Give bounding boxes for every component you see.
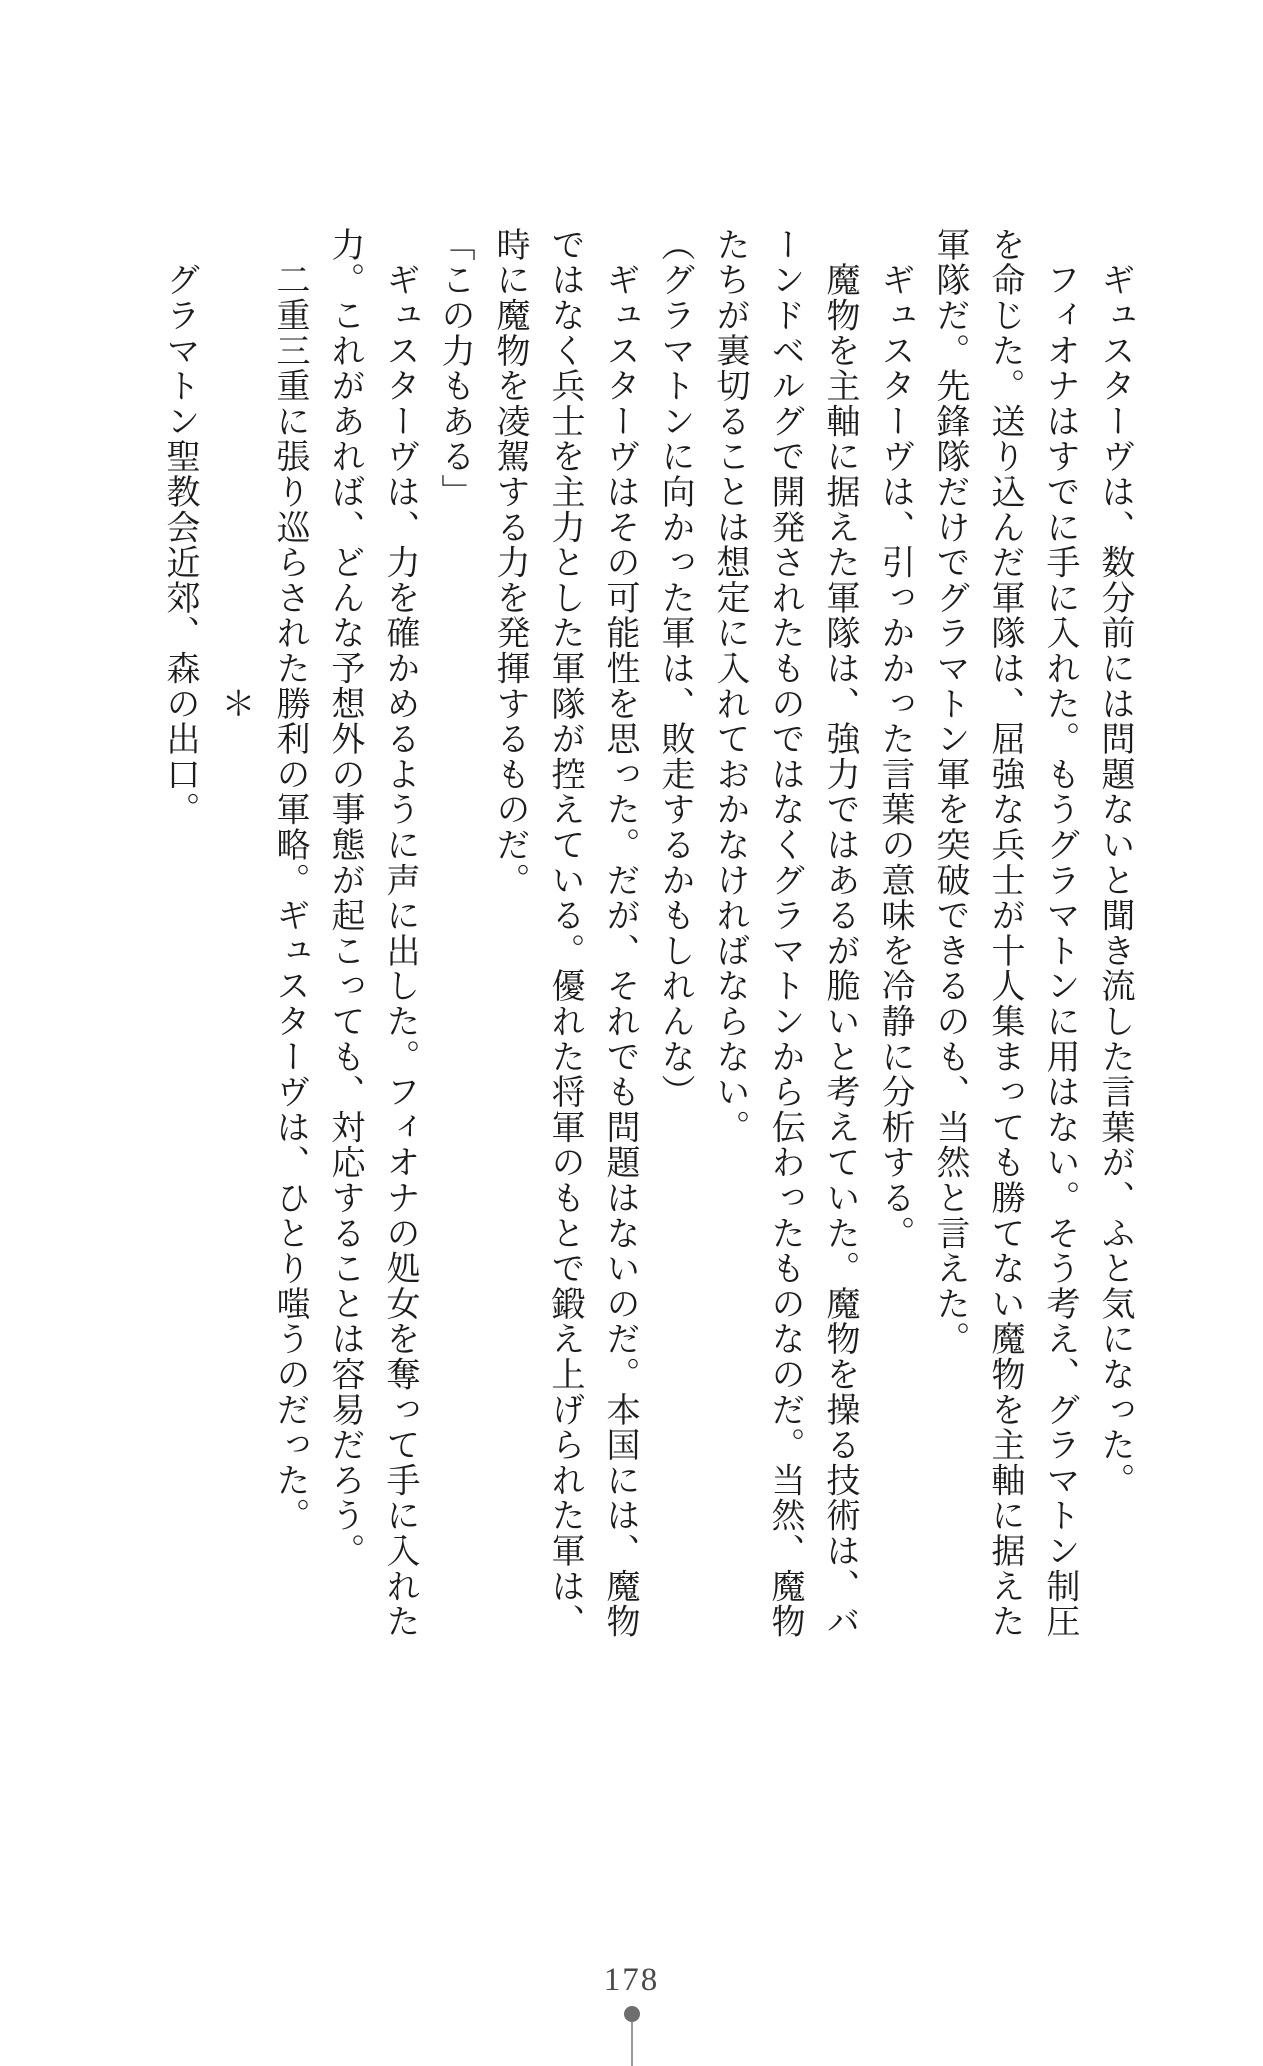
page-number: 178 (603, 1962, 660, 1998)
paragraph: ギュスターヴは、数分前には問題ないと聞き流した言葉が、ふと気になった。 (1096, 227, 1133, 1498)
body-text (152, 227, 1142, 1642)
paragraph: 「この力もある」 (436, 227, 473, 510)
paragraph: （グラマトンに向かった軍は、敗走するかもしれんな） (656, 227, 693, 1110)
footer-line-mark (631, 2022, 633, 2066)
paragraph: 魔物を主軸に据えた軍隊は、強力ではあるが脆いと考えていた。魔物を操る技術は、バーンドベルグで開発されたものではなくグラマトンから伝わったものなのだ。当然、魔物たちが裏切ることは想定に入れておかなければならない。 (711, 227, 858, 1639)
footer-dot-mark (624, 2006, 640, 2022)
paragraph: フィオナはすでに手に入れた。もうグラマトンに用はない。そう考え、グラマトン制圧を命じた。送り込んだ軍隊は、屈強な兵士が十人集まっても勝てない魔物を主軸に据えた軍隊だ。先鋒隊だけでグラマトン軍を突破できるのも、当然と言えた。 (931, 227, 1078, 1639)
paragraph: グラマトン聖教会近郊、森の出口。 (161, 227, 198, 828)
page-footer (0, 1960, 1263, 2066)
paragraph: ギュスターヴは、力を確かめるように声に出した。フィオナの処女を奪って手に入れた力。これがあれば、どんな予想外の事態が起こっても、対応することは容易だろう。 (326, 227, 418, 1639)
paragraph: ギュスターヴはその可能性を思った。だが、それでも問題はないのだ。本国には、魔物ではなく兵士を主力とした軍隊が控えている。優れた将軍のもとで鍛え上げられた軍は、時に魔物を凌駕する力を発揮するものだ。 (491, 227, 638, 1639)
scene-break: ＊ (216, 227, 253, 722)
paragraph: 二重三重に張り巡らされた勝利の軍略。ギュスターヴは、ひとり嗤うのだった。 (271, 227, 308, 1534)
paragraph: ギュスターヴは、引っかかった言葉の意味を冷静に分析する。 (876, 227, 913, 1251)
